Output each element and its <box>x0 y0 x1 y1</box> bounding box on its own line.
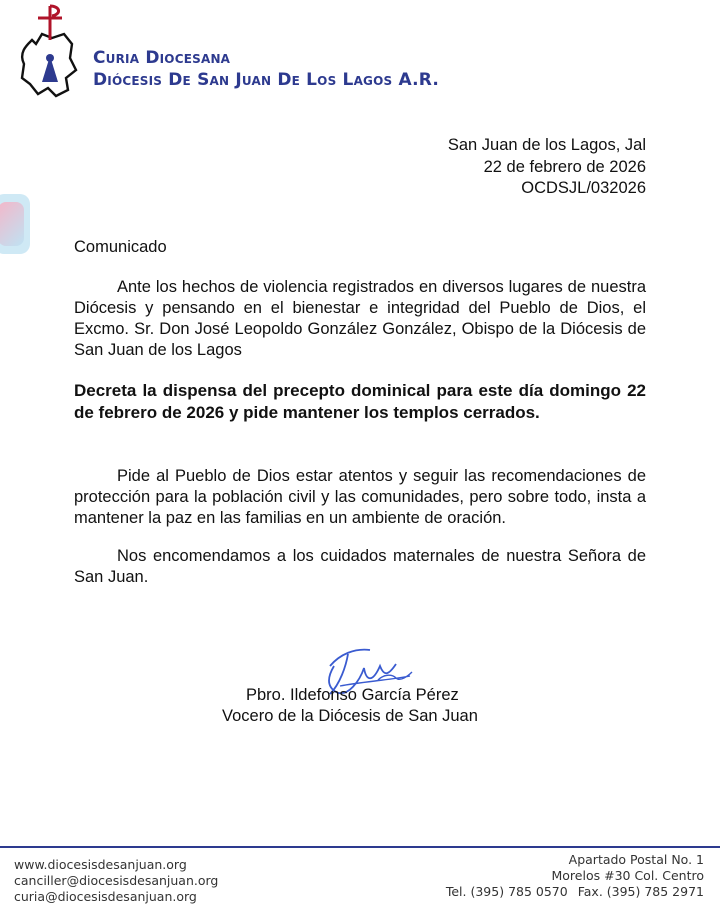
side-tab-icon[interactable] <box>0 194 30 254</box>
footer-email-canciller[interactable]: canciller@diocesisdesanjuan.org <box>14 873 219 888</box>
footer-tel: Tel. (395) 785 0570 <box>445 884 568 899</box>
footer-email-curia[interactable]: curia@diocesisdesanjuan.org <box>14 889 197 904</box>
org-name: Curia Diocesana <box>93 48 231 68</box>
diocese-logo-icon <box>12 4 82 106</box>
footer-address: Morelos #30 Col. Centro <box>551 868 704 883</box>
letter-greeting: Comunicado <box>74 238 167 256</box>
letter-reference: OCDSJL/032026 <box>521 179 646 197</box>
letter-date: 22 de febrero de 2026 <box>483 158 646 176</box>
paragraph-intro: Ante los hechos de violencia registrados en diversos lugares de nuestra Diócesis y pensando en el bienestar e integridad del Pueblo de Dios, el Excmo. Sr. Don José Leopoldo González González, Obispo de la Diócesis de San Juan de los Lagos <box>74 278 646 359</box>
signer-name: Pbro. Ildefonso García Pérez <box>246 686 459 704</box>
footer-fax: Fax. (395) 785 2971 <box>577 884 704 899</box>
footer-divider <box>0 846 720 848</box>
paragraph-decree: Decreta la dispensa del precepto dominical para este día domingo 22 de febrero de 2026 y pide mantener los templos cerrados. <box>74 381 646 422</box>
paragraph-recommendations: Pide al Pueblo de Dios estar atentos y seguir las recomendaciones de protección para la población civil y las comunidades, pero sobre todo, insta a mantener la paz en las familias en un ambiente de oración. <box>74 467 646 527</box>
footer-phones <box>436 884 704 899</box>
letter-place: San Juan de los Lagos, Jal <box>447 136 646 154</box>
paragraph-closing: Nos encomendamos a los cuidados maternales de nuestra Señora de San Juan. <box>74 547 646 586</box>
signer-role: Vocero de la Diócesis de San Juan <box>222 707 478 725</box>
footer-apartado: Apartado Postal No. 1 <box>568 852 704 867</box>
diocese-name: Diócesis De San Juan De Los Lagos A.R. <box>93 70 440 90</box>
footer-website[interactable]: www.diocesisdesanjuan.org <box>14 857 187 872</box>
